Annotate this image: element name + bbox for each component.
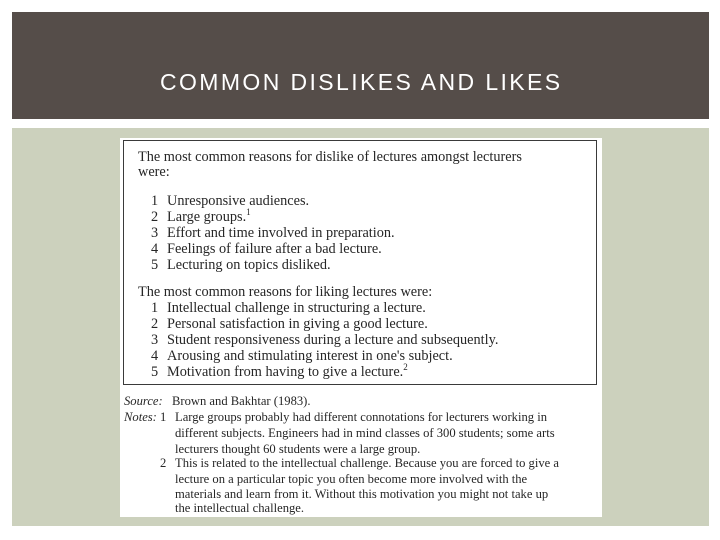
likes-intro: The most common reasons for liking lectures were: [138, 284, 433, 300]
note-line: Large groups probably had different connotations for lecturers working in [175, 410, 547, 424]
like-item: Intellectual challenge in structuring a lecture. [167, 300, 426, 316]
list-item-number: 3 [151, 225, 159, 241]
list-item-number: 4 [151, 348, 159, 364]
list-item-number: 1 [151, 300, 159, 316]
dislike-item: Large groups.$^1$ [167, 207, 251, 225]
note-number: 1 [160, 410, 167, 424]
list-item-number: 4 [151, 241, 159, 257]
notes-label: Notes: [124, 410, 157, 424]
list-item-number: 2 [151, 209, 159, 225]
note-line: different subjects. Engineers had in mind classes of 300 students; some arts [175, 426, 555, 440]
dislikes-intro-line2: were: [138, 164, 170, 180]
list-item-number: 1 [151, 193, 159, 209]
note-line: This is related to the intellectual challenge. Because you are forced to give a [175, 456, 559, 470]
dislike-item: Lecturing on topics disliked. [167, 257, 331, 273]
list-item-number: 5 [151, 364, 159, 380]
document-image [120, 138, 602, 517]
note-line: lecturers thought 60 students were a large group. [175, 442, 421, 456]
title-bar [12, 12, 709, 119]
slide-title: COMMON DISLIKES AND LIKES [160, 69, 563, 95]
dislike-item: Feelings of failure after a bad lecture. [167, 241, 382, 257]
dislike-item: Effort and time involved in preparation. [167, 225, 395, 241]
note-number: 2 [160, 456, 167, 470]
source-text: Brown and Bakhtar (1983). [172, 394, 311, 408]
note-line: lecture on a particular topic you often become more involved with the [175, 472, 528, 486]
note-line: materials and learn from it. Without this motivation you might not take up [175, 487, 549, 501]
list-item-number: 5 [151, 257, 159, 273]
like-item: Student responsiveness during a lecture and subsequently. [167, 332, 499, 348]
list-item-number: 3 [151, 332, 159, 348]
note-line: the intellectual challenge. [175, 501, 305, 515]
like-item: Arousing and stimulating interest in one's subject. [167, 348, 453, 364]
like-item: Motivation from having to give a lecture.$^2$ [167, 362, 408, 380]
dislike-item: Unresponsive audiences. [167, 193, 310, 209]
source-label: Source: [124, 394, 163, 408]
dislikes-intro-line1: The most common reasons for dislike of lectures amongst lecturers [138, 149, 522, 165]
list-item-number: 2 [151, 316, 159, 332]
like-item: Personal satisfaction in giving a good lecture. [167, 316, 428, 332]
